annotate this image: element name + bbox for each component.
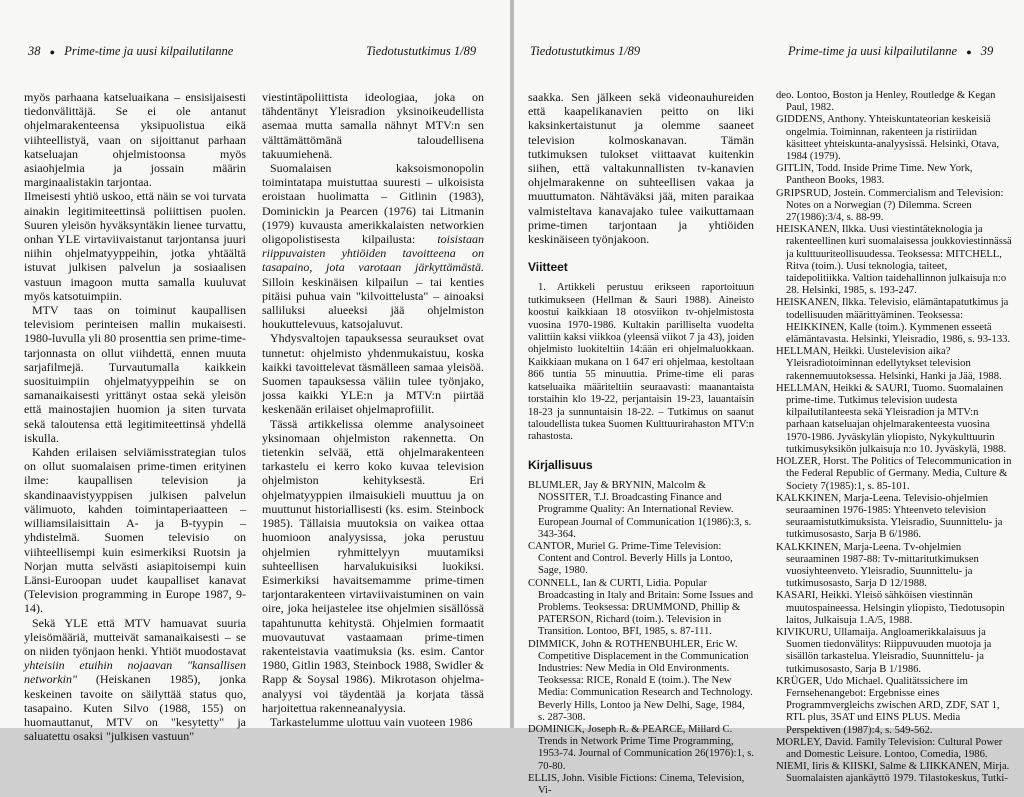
reference-item: KALKKINEN, Marja-Leena. Televisio-ohjelmien seuraaminen 1976-1985: Yhteenveto television seuraamistutkimuksista. Yleisradio, Suunnittelu- ja tutkimusosasto, Sarja B 6/1986. — [776, 492, 1003, 541]
reference-item: KASARI, Heikki. Yleisö sähköisen viestinnän muutospaineessa. Helsingin yliopisto, Tiedotusopin laitos, Julkaisuja 1.A/5, 1988. — [776, 590, 1005, 626]
paragraph — [24, 616, 246, 744]
reference-column — [776, 90, 1012, 786]
paragraph: MTV taas on toiminut kaupallisen televisiom perinteisen mallin mukaisesti. 1980-luvulla yli 80 prosenttia sen prime-time-tarjonnasta on ollut viihdettä, ennen muuta sarjafilmejä. Turvautumalla kaikkein suosituimpiin ohjelmatyyppeihin se on samanaikaisesti yrittänyt ostaa sekä yleisön että mainostajien huomion ja siten turvata sekä taloutensa että legitimiteettinsä yhdellä iskulla. — [24, 303, 246, 445]
text-run: (Heiskanen 1985), jonka keskeinen tavoite on säilyttää status quo, tasapaino. Kuten Silvo (1988, 155) on huomauttanut, MTV on "kesytetty" ja saluatettu osaksi "julkisen vastuun" — [24, 672, 246, 744]
paragraph: Tarkastelumme ulottuu vain vuoteen 1986 — [270, 714, 473, 729]
footnotes — [528, 282, 754, 443]
paragraph — [262, 161, 484, 331]
journal-title: Tiedotustutkimus 1/89 — [530, 44, 641, 58]
page-number: 38 — [28, 44, 41, 58]
paragraph: myös parhaana katseluaikana – ensisijaisesti tiedonvälittäjä. Se ei ole antanut ohjelmarakenteensa yksipuolistua eikä viihteellistyä, vaan on sijoittanut parhaan katseluajan ohjelmistoonsa myös asiaohjelmia ja jossain määrin marginaalistakin tarjontaa. — [24, 90, 246, 190]
reference-item: DOMINICK, Joseph R. & PEARCE, Millard C. Trends in Network Prime Time Programming, 1953-74. Journal of Communication 26(1976):1, s. 70-80. — [528, 723, 754, 772]
reference-item: deo. Lontoo, Boston ja Henley, Routledge & Kegan Paul, 1982. — [776, 90, 996, 114]
italic-text: toisistaan riippuvaisten yhtiöiden tavoitteena on tasapaino, jota varotaan järkyttämästä. — [262, 232, 485, 275]
reference-item: CONNELL, Ian & CURTI, Lidia. Popular Broadcasting in Italy and Britain: Some Issues and Problems. Teoksessa: DRUMMOND, Phillip & PATERSON, Richard (toim.). Television in Transition. Lontoo, BFI, 1985, s. 87-111. — [528, 577, 754, 638]
reference-item: HELLMAN, Heikki & SAURI, Tuomo. Suomalainen prime-time. Tutkimus television uudesta kilpailutilanteesta sekä Yleisradion ja MTV:n parhaan katseluajan ohjelmarakenteesta vuosina 1970-1986. Jyväskylän yliopisto, Nykykulttuurin tutkimusyksikön julkaisuja n:o 10. Jyväskylä, 1988. — [776, 382, 1007, 455]
reference-item: HELLMAN, Heikki. Uustelevision aika? Yleisradiotoiminnan edellytykset television rakennemuutoksessa. Helsinki, Hanki ja Jää, 1988. — [776, 346, 1002, 382]
reference-item: GIDDENS, Anthony. Yhteiskuntateorian keskeisiä ongelmia. Toiminnan, rakenteen ja ristiriidan käsitteet yhteiskunta-analyysissä. Helsinki, Otava, 1984 (1979). — [776, 114, 1000, 163]
text-column-3 — [528, 90, 754, 797]
text-column-1 — [24, 90, 246, 743]
left-page — [0, 0, 510, 744]
right-page — [514, 0, 1024, 796]
text-column-2 — [262, 90, 484, 729]
paragraph: Yhdysvaltojen tapauksessa seuraukset ovat tunnetut: ohjelmisto yhdenmukaistuu, koska kaikki tavoittelevat täsmälleen samaa yleisöä. Suomen tapauksessa väliin tulee työnjako, jossa kaikki YLE:n ja MTV:n piirtää keskenään erilaiset ohjelmaprofiilit. — [262, 331, 484, 417]
footnote: 1. Artikkeli perustuu erikseen raportoituun tutkimukseen (Hellman & Sauri 1988). Aineisto koostui kaikkiaan 18 otosviikon tv-ohjelmistosta vuosina 1970-1986. Kultakin parilliselta vuodelta valittiin kaksi viikkoa (yleensä viikot 7 ja 43), joiden ohjelmisto luokiteltiin 14:ään eri ohjelmaluokkaan. Kaikkiaan mukana on 1 647 eri ohjelmaa, kestoltaan 866 tuntia 55 minuuttia. Prime-time eli paras katseluaika määriteltiin seuraavasti: maanantaista torstaihin klo 19-22, perjantaisin 19-23, lauantaisin 18-23 ja sunnuntaisin 18-22. – Tutkimus on saanut taloudellista tukea Suomen Kulttuurirahaston MTV:n rahastosta. — [528, 282, 754, 443]
reference-item: GITLIN, Todd. Inside Prime Time. New York, Pantheon Books, 1983. — [776, 163, 973, 187]
italic-text: yhteisiin etuihin nojaavan "kansallisen networkin" — [24, 658, 246, 687]
reference-item: HOLZER, Horst. The Politics of Telecommunication in the Federal Republic of Germany. Media, Culture & Society 7(1985):1, s. 85-101. — [776, 456, 1012, 492]
bullet-icon: ● — [966, 47, 972, 57]
journal-title: Tiedotustutkimus 1/89 — [366, 44, 477, 58]
reference-item: CANTOR, Muriel G. Prime-Time Television: Content and Control. Beverly Hills ja Lontoo, Sage, 1980. — [528, 540, 733, 577]
reference-item: ELLIS, John. Visible Fictions: Cinema, Television, Vi- — [528, 772, 745, 796]
text-run: Suomalaisen kaksoismonopolin toimintatapa muistuttaa suuresti – ulkoisista eroistaan huolimatta – Gitlinin (1983), Dominickin ja Pearcen (1976) tai Litmanin (1979) kuvausta amerikkalaisten networkien oligopolistisesta kilpailusta: — [262, 161, 484, 247]
reference-item: MORLEY, David. Family Television: Cultural Power and Domestic Leisure. Lontoo, Comedia, 1986. — [776, 736, 1003, 760]
paragraph: Tässä artikkelissa olemme analysoineet yksinomaan ohjelmiston rakennetta. On tietenkin selvää, että ohjelmarakenteen tarkastelu ei kerro koko kuvaa television ohjelmiston kehityksestä. Eri ohjelmatyyppien ilmaisukieli muuttuu ja on muuttunut historiallisesti (ks. esim. Steinbock 1985). Tällaisia muutoksia on vaikea ottaa huomioon analyysissa, joka perustuu ohjelmien ryhmittelyyn muutamiksi suhteellisen harvalukuisiksi luokiksi. Esimerkiksi havaitsemamme prime-timen tarjontarakenteen virtaviivaistuminen on vain oire, joka heijastelee itse ohjelmien sisällössä tapahtunutta kehitystä. Ohjelmien formaatit muovautuvat vastaamaan prime-timen rakenteistavia vaatimuksia (ks. esim. Cantor 1980, Gitlin 1983, Steinbock 1988, Swidler & Rapp & Soysal 1986). Mikrotason ohjelma-analyysi voi täydentää ja korjata tässä harjoitettua rakenneanalyysia. — [262, 416, 484, 715]
notes-heading: Viitteet — [528, 260, 568, 275]
page-number: 39 — [980, 44, 994, 58]
paragraph: viestintäpoliittista ideologiaa, joka on tähdentänyt Yleisradion yksinoikeudellista asemaa mutta samalla nähnyt MTV:n sen välttämättömänä taloudellisena takuumiehenä. — [262, 90, 484, 161]
reference-item: DIMMICK, John & ROTHENBUHLER, Eric W. Competitive Displacement in the Communication Industries: New Media in Old Environments. Teoksessa: RICE, Ronald E (toim.). The New Media: Communication Research and Technology. Beverly Hills, Lontoo ja New Delhi, Sage, 1984, s. 287-308. — [528, 638, 753, 723]
bullet-icon: ● — [49, 47, 56, 57]
paragraph: Kahden erilaisen selviämisstrategian tulos on ollut suomalaisen prime-timen erityinen ilme: kaupallisen television ja skandinaavistyyppisen julkisen palvelun välimuoto, kahden toimintaperiaatteen – williamsilaisittain A- ja B-tyypin – yhdistelmä. Suomen televisio on viihteellisempi kuin esimerkiksi Ruotsin ja Norjan mutta selvästi asiapitoisempi kuin Länsi-Euroopan uudet kaupalliset kanavat (Television programming in Europe 1987, 9-14). — [24, 445, 246, 616]
reference-item: HEISKANEN, Ilkka. Uusi viestintäteknologia ja rakenteellinen kuri suomalaisessa joukkoviestinnässä ja kulttuuriteollisuudessa. Teoksessa: MITCHELL, Ritva (toim.). Uusi teknologia, taiteet, taidepolitiikka. Valtion taidehallinnon julkaisuja n:o 28. Helsinki, 1985, s. 193-247. — [776, 224, 1012, 297]
running-title: Prime-time ja uusi kilpailutilanne — [64, 44, 234, 58]
reference-item: KALKKINEN, Marja-Leena. Tv-ohjelmien seuraaminen 1987-88: Tv-mittaritutkimuksen vuosiyhteenveto. Yleisradio, Suunnittelu- ja tutkimusosasto, Sarja D 12/1988. — [776, 541, 979, 590]
left-header — [28, 44, 233, 59]
right-header — [788, 44, 993, 59]
paragraph: saakka. Sen jälkeen sekä videonauhureiden että kaapelikanavien peitto on liki kaksinkertaistunut ja olemme saaneet television kolmoskanavan. Tämän tutkimuksen tulokset viittaavat kuitenkin siihen, että valtakunnallisten tv-kanavien ohjelmarakenne on suhteellisen vakaa ja muuttumaton. Nähtäväksi jää, miten paraikaa valmisteltava kanavajako tulee vaikuttamaan prime-timen tarjontaan ja yhtiöiden keskinäiseen työnjakoon. — [528, 90, 754, 247]
references-heading: Kirjallisuus — [528, 457, 593, 472]
reference-item: GRIPSRUD, Jostein. Commercialism and Television: Notes on a Norwegian (?) Dilemma. Screen 27(1986):3/4, s. 88-99. — [776, 187, 1004, 224]
text-run: Sekä YLE että MTV hamuavat suuria yleisömääriä, mutteivät samanaikaisesti – se on niiden työnjaon henki. Yhtiöt muodostavat — [24, 615, 246, 658]
reference-item: HEISKANEN, Ilkka. Televisio, elämäntapatutkimus ja todellisuuden määrittyäminen. Teoksessa: HEIKKINEN, Kalle (toim.). Kymmenen esseetä elämäntavasta. Helsinki, Yleisradio, 1986, s. 93-133. — [776, 297, 1011, 346]
paragraph: Ilmeisesti yhtiö uskoo, että näin se voi turvata ainakin legitimiteettinsä poliittisen puolen. Suuren yleisön hyväksyntäkin lienee turvattu, onhan YLE virtaviivaistanut tarjontansa juuri niihin ohjelmatyyppeihin, jotka yhtäältä istuvat julkisen palvelun ja sosiaalisen vastuun imagoon mutta samalla kuuluvat myös katsotuimpiin. — [24, 189, 246, 303]
reference-item: KRÜGER, Udo Michael. Qualitätssichere im Fernsehenangebot: Ergebnisse eines Programmvergleichs zwischen ARD, ZDF, SAT 1, RTL plus, 3SAT und EINS PLUS. Media Perspektiven (1987):4, s. 549-562. — [776, 675, 1000, 736]
reference-item: NIEMI, Iiris & KIISKI, Salme & LIIKKANEN, Mirja. Suomalaisten ajankäyttö 1979. Tilastokeskus, Tutki- — [776, 761, 1010, 785]
running-title: Prime-time ja uusi kilpailutilanne — [788, 44, 958, 58]
reference-item: KIVIKURU, Ullamaija. Angloamerikkalaisuus ja Suomen tiedonvälitys: Riippuvuuden muotoja ja sisällön tarkastelua. Yleisradio, Suunnittelu- ja tutkimusosasto, Sarja B 1/1986. — [776, 626, 992, 675]
reference-item: BLUMLER, Jay & BRYNIN, Malcolm & NOSSITER, T.J. Broadcasting Finance and Programme Quality: An International Review. European Journal of Communication 1(1986):3, s. 343-364. — [528, 479, 752, 540]
text-run: Silloin keskinäisen kilpailun – tai kenties pitäisi puhua vain "kilvoittelusta" – ainoaksi salliluksi alueeksi jää ohjelmiston houkuttelevuus, katsojaluvut. — [262, 274, 484, 332]
reference-list — [528, 480, 754, 797]
